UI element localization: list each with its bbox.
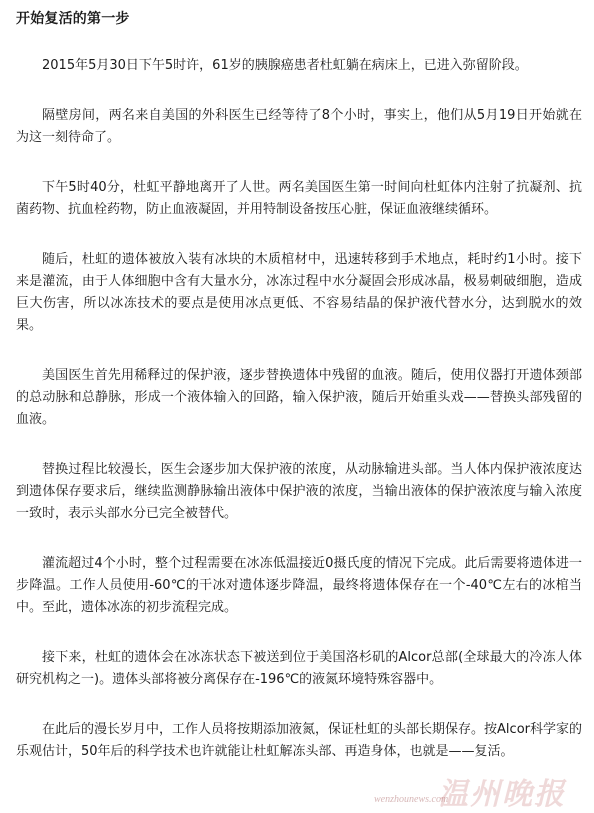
article-paragraph: 接下来，杜虹的遗体会在冰冻状态下被送到位于美国洛杉矶的Alcor总部(全球最大的冷冻人体研究机构之一)。遗体头部将被分离保存在-196℃的液氮环境特殊容器中。 [16,650,582,687]
article-paragraph: 灌流超过4个小时，整个过程需要在冰冻低温接近0摄氏度的情况下完成。此后需要将遗体进一步降温。工作人员使用-60℃的干冰对遗体逐步降温，最终将遗体保存在一个-40℃左右的冰棺当中。至此，遗体冰冻的初步流程完成。 [16,556,582,615]
article-paragraph: 2015年5月30日下午5时许，61岁的胰腺癌患者杜虹躺在病床上，已进入弥留阶段。 [42,58,528,73]
article-paragraph: 随后，杜虹的遗体被放入装有冰块的木质棺材中，迅速转移到手术地点，耗时约1小时。接下来是灌流，由于人体细胞中含有大量水分，冰冻过程中水分凝固会形成冰晶，极易刺破细胞，造成巨大伤害，所以冰冻技术的要点是使用冰点更低、不容易结晶的保护液代替水分，达到脱水的效果。 [16,252,582,333]
watermark-logo: 温州晚报 [438,777,566,812]
article [16,10,582,791]
watermark-url: wenzhounews.com [374,794,449,805]
article-paragraph: 美国医生首先用稀释过的保护液，逐步替换遗体中残留的血液。随后，使用仪器打开遗体颈部的总动脉和总静脉，形成一个液体输入的回路，输入保护液，随后开始重头戏——替换头部残留的血液。 [16,368,582,427]
article-paragraph: 替换过程比较漫长，医生会逐步加大保护液的浓度，从动脉输进头部。当人体内保护液浓度达到遗体保存要求后，继续监测静脉输出液体中保护液的浓度，当输出液体的保护液浓度与输入浓度一致时，表示头部水分已完全被替代。 [16,462,582,521]
article-paragraph: 隔壁房间，两名来自美国的外科医生已经等待了8个小时，事实上，他们从5月19日开始就在为这一刻待命了。 [16,108,582,145]
article-title: 开始复活的第一步 [16,11,130,27]
article-paragraph: 下午5时40分，杜虹平静地离开了人世。两名美国医生第一时间向杜虹体内注射了抗凝剂、抗菌药物、抗血栓药物，防止血液凝固，并用特制设备按压心脏，保证血液继续循环。 [16,180,582,217]
article-paragraph: 在此后的漫长岁月中，工作人员将按期添加液氮，保证杜虹的头部长期保存。按Alcor科学家的乐观估计，50年后的科学技术也许就能让杜虹解冻头部、再造身体，也就是——复活。 [16,722,582,759]
